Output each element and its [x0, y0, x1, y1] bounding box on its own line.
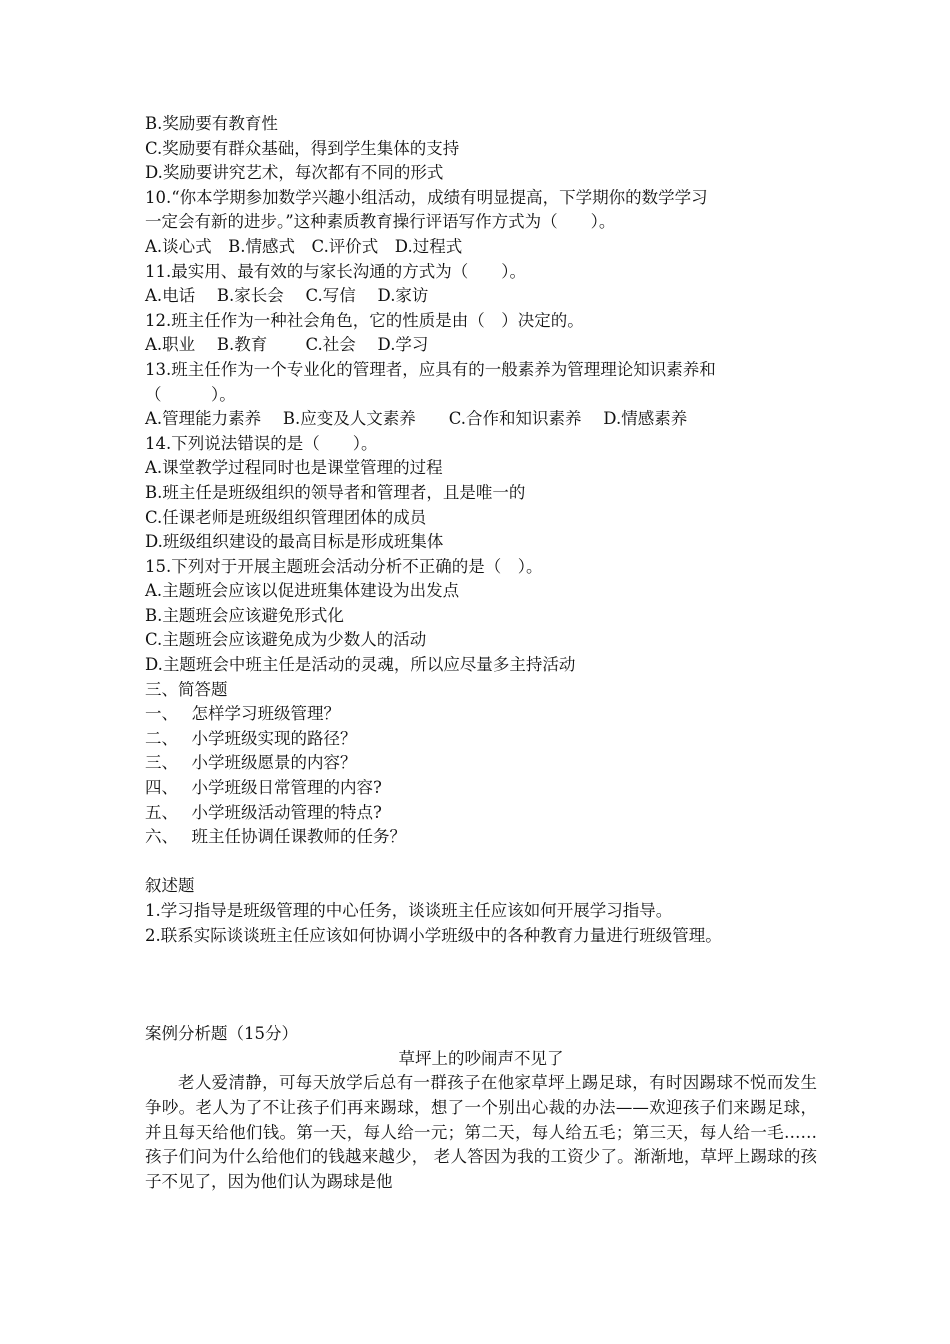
question-13-options: A.管理能力素养 B.应变及人文素养 C.合作和知识素养 D.情感素养 — [145, 409, 688, 429]
short-answer-item: 五、 小学班级活动管理的特点? — [145, 802, 382, 822]
question-10-options: A.谈心式 B.情感式 C.评价式 D.过程式 — [145, 236, 463, 256]
short-answer-item: 二、 小学班级实现的路径？ — [145, 728, 357, 748]
short-answer-item: 三、 小学班级愿景的内容？ — [145, 753, 357, 773]
question-11: 11.最实用、最有效的与家长沟通的方式为（ ）。 — [145, 261, 526, 281]
question-15-option-c: C.主题班会应该避免成为少数人的活动 — [145, 630, 427, 650]
question-15-option-d: D.主题班会中班主任是活动的灵魂，所以应尽量多主持活动 — [145, 655, 576, 675]
question-14-option-a: A.课堂教学过程同时也是课堂管理的过程 — [145, 458, 443, 478]
short-answer-item: 四、 小学班级日常管理的内容? — [145, 778, 382, 798]
question-15-option-a: A.主题班会应该以促进班集体建设为出发点 — [145, 581, 460, 601]
section-heading-case-analysis: 案例分析题（15分） — [145, 1024, 298, 1044]
short-answer-item: 一、 怎样学习班级管理？ — [145, 704, 340, 724]
narrative-item: 1.学习指导是班级管理的中心任务，谈谈班主任应该如何开展学习指导。 — [145, 901, 673, 920]
question-15: 15.下列对于开展主题班会活动分析不正确的是（ ）。 — [145, 556, 543, 576]
narrative-item: 2.联系实际谈谈班主任应该如何协调小学班级中的各种教育力量进行班级管理。 — [145, 925, 722, 945]
question-14: 14.下列说法错误的是（ ）。 — [145, 433, 378, 453]
question-13-line-1: 13.班主任作为一个专业化的管理者，应具有的一般素养为管理理论知识素养和 — [145, 359, 716, 379]
question-11-options: A.电话 B.家长会 C.写信 D.家访 — [145, 286, 429, 306]
question-14-option-d: D.班级组织建设的最高目标是形成班集体 — [145, 532, 444, 552]
question-15-option-b: B.主题班会应该避免形式化 — [145, 605, 344, 625]
section-heading-short-answer: 三、简答题 — [145, 679, 228, 699]
section-heading-narrative: 叙述题 — [145, 876, 195, 896]
option-line: B.奖励要有教育性 — [145, 114, 278, 133]
option-line: C.奖励要有群众基础，得到学生集体的支持 — [145, 138, 460, 158]
question-14-option-b: B.班主任是班级组织的领导者和管理者，且是唯一的 — [145, 482, 526, 502]
question-10-line-1: 10.“你本学期参加数学兴趣小组活动，成绩有明显提高，下学期你的数学学习 — [145, 187, 708, 207]
question-12: 12.班主任作为一种社会角色，它的性质是由（ ）决定的。 — [145, 310, 584, 330]
question-14-option-c: C.任课老师是班级组织管理团体的成员 — [145, 507, 427, 527]
question-12-options: A.职业 B.教育 C.社会 D.学习 — [145, 335, 429, 355]
case-title: 草坪上的吵闹声不见了 — [398, 1048, 564, 1068]
question-10-line-2: 一定会有新的进步。”这种素质教育操行评语写作方式为（ ）。 — [145, 212, 616, 232]
short-answer-list — [145, 702, 817, 850]
short-answer-item: 六、 班主任协调任课教师的任务？ — [145, 827, 406, 847]
case-paragraph: 老人爱清静，可每天放学后总有一群孩子在他家草坪上踢足球，有时因踢球不悦而发生争吵。老人为了不让孩子们再来踢球，想了一个别出心裁的办法——欢迎孩子们来踢足球，并且每天给他们钱。第一天，每人给一元；第二天，每人给五毛；第三天，每人给一毛……孩子们问为什么给他们的钱越来越少， 老人答因为我的工资少了。渐渐地，草坪上踢球的孩子不见了，因为他们认为踢球是他 — [145, 1073, 817, 1191]
document-page — [145, 112, 817, 1194]
option-line: D.奖励要讲究艺术，每次都有不同的形式 — [145, 163, 444, 183]
question-13-line-2: （ ）。 — [145, 384, 236, 404]
